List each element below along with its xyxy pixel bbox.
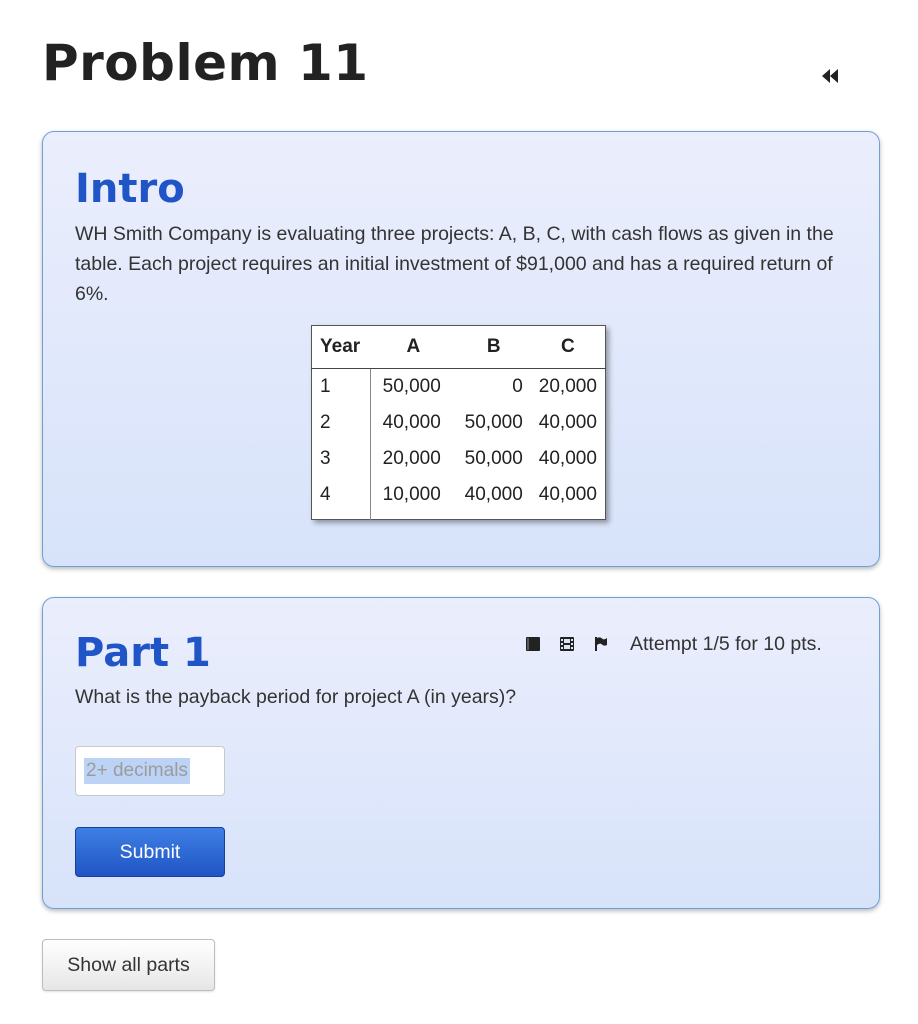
cell-a: 40,000 <box>382 412 441 433</box>
table-header-row <box>312 326 606 369</box>
attempt-counter: Attempt 1/5 for 10 pts. <box>630 632 822 655</box>
cash-flow-table <box>311 325 606 520</box>
part-heading: Part 1 <box>75 630 211 676</box>
header-year: Year <box>312 326 371 369</box>
intro-heading: Intro <box>75 166 185 212</box>
table-row <box>312 441 606 477</box>
intro-card <box>42 131 880 567</box>
table-row <box>312 405 606 441</box>
film-icon[interactable] <box>558 635 576 653</box>
cell-a: 20,000 <box>382 448 441 469</box>
book-icon[interactable] <box>524 635 542 653</box>
collapse-button[interactable] <box>818 66 842 86</box>
cell-b: 0 <box>512 376 523 397</box>
cell-b: 40,000 <box>464 484 523 505</box>
header-c: C <box>531 326 606 369</box>
cell-c: 40,000 <box>538 484 597 505</box>
table-row <box>312 477 606 520</box>
submit-button[interactable]: Submit <box>75 827 225 877</box>
part-toolbar <box>524 631 822 657</box>
cell-b: 50,000 <box>464 412 523 433</box>
cell-year: 3 <box>312 441 371 477</box>
cell-b: 50,000 <box>464 448 523 469</box>
header-b: B <box>457 326 531 369</box>
part-1-card <box>42 597 880 909</box>
answer-input[interactable] <box>75 746 225 796</box>
problem-title: Problem 11 <box>42 34 369 92</box>
cell-year: 4 <box>312 477 371 520</box>
cell-c: 40,000 <box>538 412 597 433</box>
cell-year: 2 <box>312 405 371 441</box>
rewind-icon <box>818 66 842 86</box>
cell-c: 40,000 <box>538 448 597 469</box>
question-text: What is the payback period for project A (in years)? <box>75 686 517 708</box>
cell-c: 20,000 <box>538 376 597 397</box>
header-a: A <box>370 326 457 369</box>
cell-a: 10,000 <box>382 484 441 505</box>
cell-year: 1 <box>312 369 371 406</box>
cell-a: 50,000 <box>382 376 441 397</box>
answer-placeholder: 2+ decimals <box>84 758 190 784</box>
show-all-parts-button[interactable]: Show all parts <box>42 939 215 991</box>
table-row <box>312 369 606 406</box>
intro-text: WH Smith Company is evaluating three projects: A, B, C, with cash flows as given in the table. Each project requires an initial investment of $91,000 and has a required return of 6%. <box>75 223 834 305</box>
flag-icon[interactable] <box>592 635 610 653</box>
